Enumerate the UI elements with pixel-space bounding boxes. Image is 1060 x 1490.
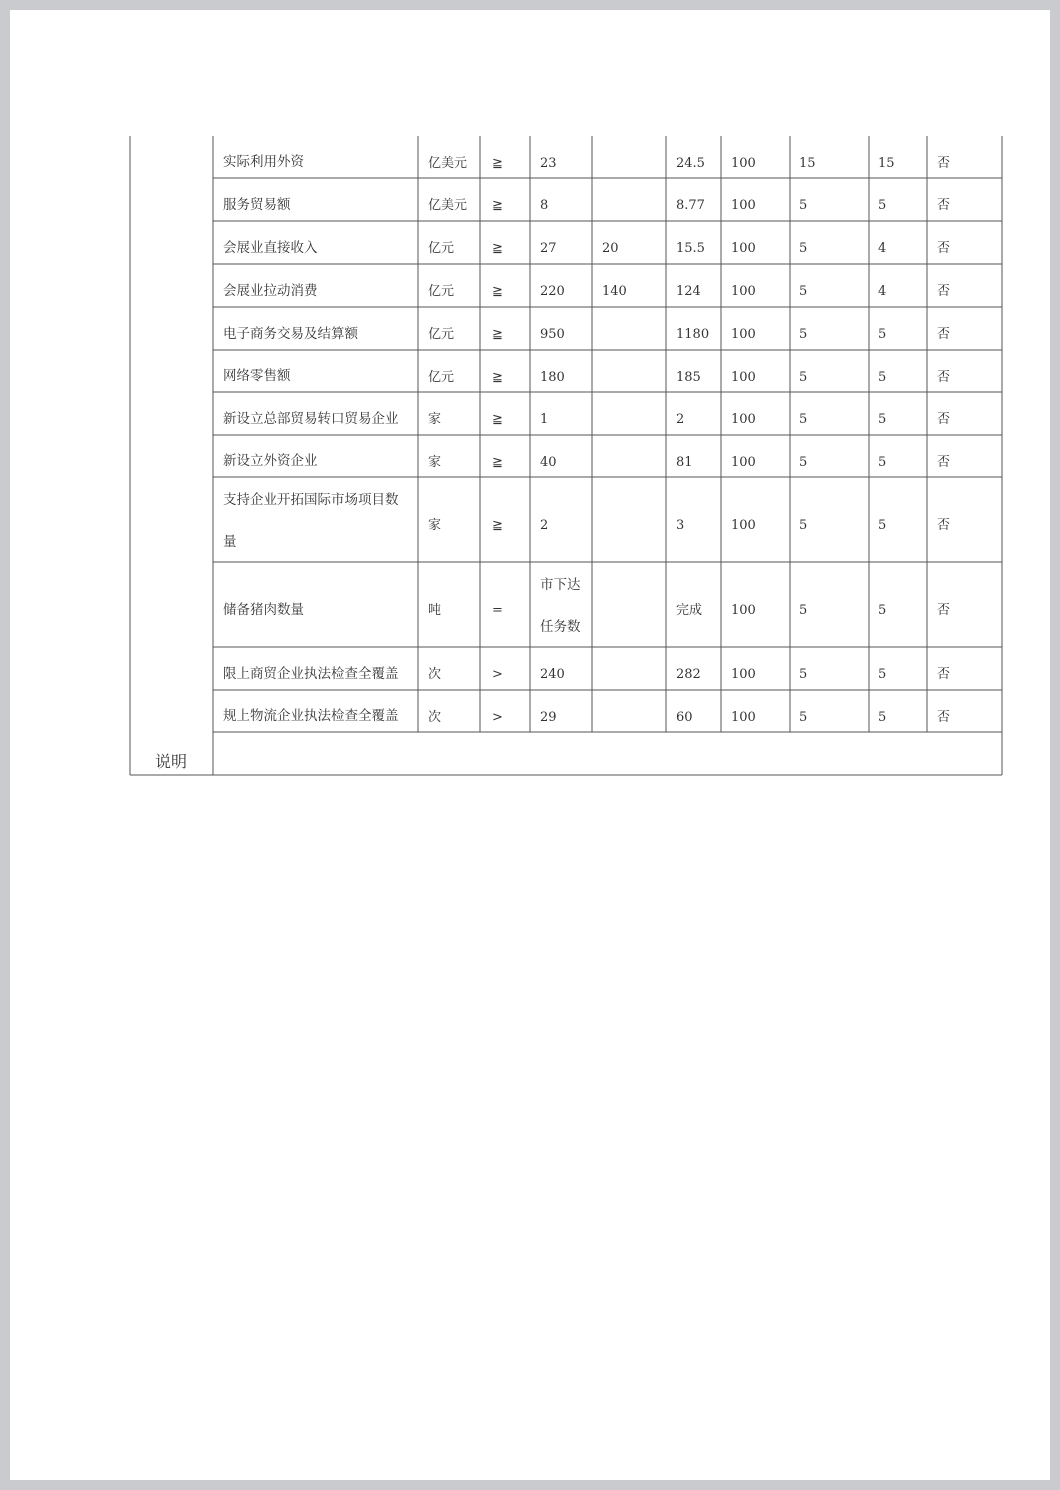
actual-value-cell: 24.5	[676, 155, 705, 171]
target-value-cell: 40	[540, 454, 557, 470]
unit-cell: 亿美元	[428, 198, 468, 213]
flag-cell: 否	[937, 284, 951, 299]
target-value-cell: 29	[540, 709, 557, 725]
weight-cell: 5	[799, 327, 808, 342]
unit-cell: 亿元	[428, 284, 455, 299]
weight-cell: 5	[799, 369, 808, 385]
indicator-name-cell: 会展业直接收入	[223, 239, 318, 256]
operator-cell: ≧	[492, 412, 503, 427]
indicator-name-cell: 储备猪肉数量	[223, 601, 304, 618]
completion-rate-cell: 100	[731, 369, 756, 385]
indicator-name-cell: 会展业拉动消费	[223, 282, 318, 299]
name-text-line: 量	[223, 533, 237, 550]
flag-cell: 否	[937, 412, 951, 427]
weight-cell: 5	[799, 454, 808, 470]
weight-cell: 5	[799, 709, 808, 725]
actual-value-cell: 60	[676, 709, 693, 725]
weight-cell: 5	[799, 198, 808, 213]
unit-cell: 家	[428, 412, 442, 427]
completion-rate-cell: 100	[731, 155, 756, 171]
flag-cell: 否	[937, 327, 951, 342]
completion-rate-cell: 100	[731, 709, 756, 725]
unit-cell: 吨	[428, 603, 442, 618]
operator-cell: >	[492, 667, 503, 682]
completion-rate-cell: 100	[731, 454, 756, 470]
name-text-line: 支持企业开拓国际市场项目数	[223, 491, 399, 508]
operator-cell: ≧	[492, 241, 503, 256]
target-text-line: 市下达	[540, 576, 581, 593]
completion-rate-cell: 100	[731, 198, 756, 213]
actual-value-cell: 282	[676, 667, 701, 682]
target-value-cell: 27	[540, 241, 557, 256]
actual-value-cell: 81	[676, 454, 693, 470]
completion-rate-cell: 100	[731, 327, 756, 342]
weight-cell: 5	[799, 241, 808, 256]
indicator-name-cell	[223, 479, 399, 562]
score-cell: 5	[878, 412, 887, 427]
operator-cell: >	[492, 709, 503, 725]
score-cell: 5	[878, 198, 887, 213]
operator-cell: ≧	[492, 284, 503, 299]
target-value-cell: 950	[540, 327, 565, 342]
unit-cell: 亿元	[428, 241, 455, 256]
completion-rate-cell: 100	[731, 667, 756, 682]
indicator-name-cell: 电子商务交易及结算额	[223, 325, 358, 342]
operator-cell: ≧	[492, 454, 503, 470]
score-cell: 5	[878, 369, 887, 385]
target-value-cell: 220	[540, 284, 565, 299]
unit-cell: 次	[428, 709, 442, 725]
unit-cell: 亿美元	[428, 155, 468, 171]
flag-cell: 否	[937, 518, 951, 533]
operator-cell: ≧	[492, 518, 503, 533]
adjusted-target-cell: 140	[602, 284, 627, 299]
target-value-cell: 180	[540, 369, 565, 385]
completion-rate-cell: 100	[731, 284, 756, 299]
score-cell: 4	[878, 284, 887, 299]
indicator-name-cell: 服务贸易额	[223, 196, 291, 213]
actual-value-cell: 3	[676, 518, 685, 533]
flag-cell: 否	[937, 454, 951, 470]
unit-cell: 家	[428, 454, 442, 470]
flag-cell: 否	[937, 241, 951, 256]
document-page	[10, 10, 1050, 1480]
weight-cell: 5	[799, 667, 808, 682]
target-text-line: 任务数	[540, 618, 581, 635]
target-value-cell: 240	[540, 667, 565, 682]
indicator-name-cell: 规上物流企业执法检查全覆盖	[223, 708, 399, 725]
weight-cell: 5	[799, 603, 808, 618]
flag-cell: 否	[937, 155, 951, 171]
target-value-cell: 1	[540, 412, 549, 427]
actual-value-cell: 8.77	[676, 198, 705, 213]
completion-rate-cell: 100	[731, 518, 756, 533]
completion-rate-cell: 100	[731, 241, 756, 256]
weight-cell: 15	[799, 155, 816, 171]
flag-cell: 否	[937, 198, 951, 213]
target-value-cell: 8	[540, 198, 549, 213]
completion-rate-cell: 100	[731, 603, 756, 618]
score-cell: 5	[878, 454, 887, 470]
actual-value-cell: 完成	[676, 603, 703, 618]
flag-cell: 否	[937, 369, 951, 385]
target-value-cell: 23	[540, 155, 557, 171]
actual-value-cell: 15.5	[676, 241, 705, 256]
score-cell: 15	[878, 155, 895, 171]
indicator-name-cell: 限上商贸企业执法检查全覆盖	[223, 665, 399, 682]
flag-cell: 否	[937, 667, 951, 682]
actual-value-cell: 1180	[676, 327, 710, 342]
operator-cell: =	[492, 603, 503, 618]
target-value-cell: 2	[540, 518, 549, 533]
actual-value-cell: 185	[676, 369, 701, 385]
score-cell: 5	[878, 709, 887, 725]
score-cell: 5	[878, 518, 887, 533]
indicator-name-cell: 网络零售额	[223, 368, 291, 385]
flag-cell: 否	[937, 603, 951, 618]
unit-cell: 家	[428, 518, 442, 533]
indicator-name-cell: 实际利用外资	[223, 154, 304, 171]
weight-cell: 5	[799, 412, 808, 427]
weight-cell: 5	[799, 518, 808, 533]
footer-label: 说明	[155, 751, 188, 771]
actual-value-cell: 2	[676, 412, 685, 427]
actual-value-cell: 124	[676, 284, 701, 299]
adjusted-target-cell: 20	[602, 241, 619, 256]
score-cell: 5	[878, 327, 887, 342]
flag-cell: 否	[937, 709, 951, 725]
completion-rate-cell: 100	[731, 412, 756, 427]
unit-cell: 亿元	[428, 327, 455, 342]
weight-cell: 5	[799, 284, 808, 299]
score-cell: 5	[878, 603, 887, 618]
indicator-name-cell: 新设立总部贸易转口贸易企业	[223, 410, 399, 427]
operator-cell: ≧	[492, 369, 503, 385]
unit-cell: 次	[428, 667, 442, 682]
unit-cell: 亿元	[428, 369, 455, 385]
operator-cell: ≧	[492, 327, 503, 342]
target-value-cell	[540, 564, 581, 647]
score-cell: 5	[878, 667, 887, 682]
indicator-name-cell: 新设立外资企业	[223, 453, 318, 470]
score-cell: 4	[878, 241, 887, 256]
operator-cell: ≧	[492, 155, 503, 171]
operator-cell: ≧	[492, 198, 503, 213]
